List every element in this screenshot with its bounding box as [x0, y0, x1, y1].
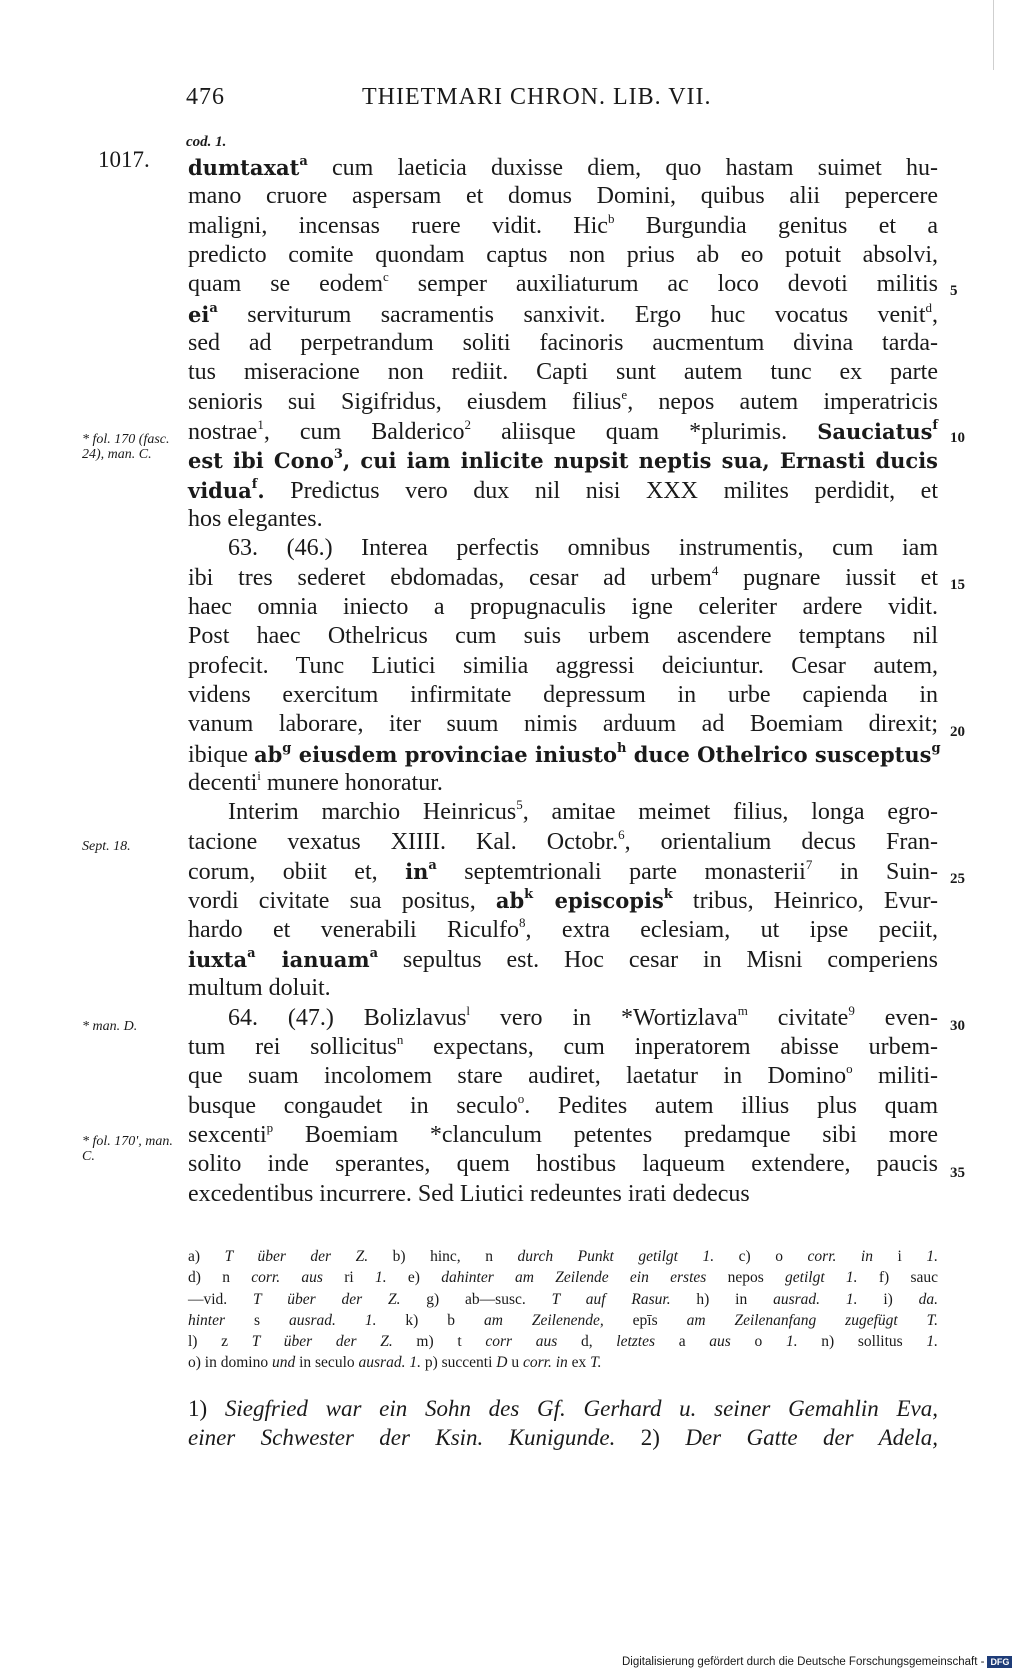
running-header [186, 84, 942, 114]
text-line: $ei^a$ serviturum sacramentis sanxivit. Ergo huc vocatus venit$^d$, [188, 299, 938, 328]
apparatus-line: a) T über der Z. b) hinc, n durch Punkt getilgt 1. c) o corr. in i 1. [188, 1248, 938, 1265]
line-number: 20 [950, 724, 965, 740]
text-line: quam se eodem$^c$ semper auxiliaturum ac loco devoti militis [188, 269, 938, 298]
text-line: multum doluit. [188, 975, 331, 1002]
text-line: corum, obiit et, $in^a$ septemtrionali parte monasterii$^7$ in Suin- [188, 856, 938, 885]
line-number: 15 [950, 577, 965, 593]
apparatus-line: l) z T über der Z. m) t corr aus d, letztes a aus o 1. n) sollitus 1. [188, 1333, 938, 1351]
margin-note: * man. D. [82, 1019, 138, 1034]
credit-text: Digitalisierung gefördert durch die Deutsche Forschungsgemeinschaft - [622, 1656, 985, 1668]
text-line: busque congaudet in seculo$^o$. Pedites autem illius plus quam [188, 1090, 938, 1119]
digitization-credit [622, 1656, 1012, 1668]
text-line: hos elegantes. [188, 506, 323, 532]
text-line: decenti$^i$ munere honoratur. [188, 767, 443, 796]
line-number: 30 [950, 1018, 965, 1034]
line-number: 5 [950, 283, 958, 299]
text-line: sed ad perpetrandum soliti facinoris aucmentum divina tarda- [188, 330, 938, 356]
text-line: vidua$^f$. Predictus vero dux nil nisi XXX milites perdidit, et [188, 476, 938, 504]
text-line: haec omnia iniecto a propugnaculis igne celeriter ardere vidit. [188, 594, 938, 620]
text-line: excedentibus incurrere. Sed Liutici redeuntes irati dedecus [188, 1180, 750, 1207]
line-number: 10 [950, 430, 965, 446]
text-line: solito inde sperantes, quem hostibus laqueum extendere, paucis [188, 1151, 938, 1178]
text-line: que suam incolomem stare audiret, laetatur in Domino$^o$ militi- [188, 1061, 939, 1090]
apparatus-line: d) n corr. aus ri 1. e) dahinter am Zeilende ein erstes nepos getilgt 1. f) sauc [188, 1269, 938, 1287]
text-line: tus miseracione non rediit. Capti sunt autem tunc ex parte [188, 359, 938, 386]
dfg-logo: DFG [987, 1656, 1012, 1668]
text-line: hardo et venerabili Riculfo$^8$, extra eclesiam, ut ipse peciit, [188, 914, 938, 943]
text-line: ibique $ab^g$ eiusdem provinciae iniusto$^h$ duce Othelrico susceptus$^g$ [188, 740, 941, 768]
text-line: ibi tres sederet ebdomadas, cesar ad urbem$^4$ pugnare iussit et [188, 562, 938, 591]
year-marker: 1017. [98, 147, 150, 172]
text-line: tacione vexatus XIIII. Kal. Octobr.$^6$, orientalium decus Fran- [188, 826, 938, 855]
text-line: dumtaxat$^a$ cum laeticia duxisse diem, quo hastam suimet hu- [188, 154, 938, 181]
text-line: tum rei sollicitus$^n$ expectans, cum inperatorem abisse urbem- [188, 1031, 938, 1060]
margin-note: * fol. 170 (fasc. 24), man. C. [82, 432, 170, 462]
text-line: predicto comite quondam captus non prius ab eo potuit absolvi, [188, 242, 938, 268]
footnotes [188, 1394, 938, 1452]
apparatus-line: hinter s ausrad. 1. k) b am Zeilenende, epīs am Zeilenanfang zugefügt T. [188, 1311, 938, 1329]
text-line: Interim marchio Heinricus$^5$, amitae meimet filius, longa egro- [228, 797, 938, 826]
footnote-line: einer Schwester der Ksin. Kunigunde. 2) Der Gatte der Adela, [188, 1425, 938, 1450]
apparatus-line: —vid. T über der Z. g) ab—susc. T auf Rasur. h) in ausrad. 1. i) da. [188, 1290, 938, 1308]
page-number: 476 [186, 84, 225, 110]
running-title: THIETMARI CHRON. LIB. VII. [362, 84, 712, 110]
scan-edge-line [993, 0, 994, 70]
text-line: vordi civitate sua positus, $ab^k$ episcopis$^k$ tribus, Heinrico, Evur- [188, 887, 939, 915]
footnote-line: 1) Siegfried war ein Sohn des Gf. Gerhard u. seiner Gemahlin Eva, [188, 1396, 938, 1421]
text-line: mano cruore aspersam et domus Domini, quibus alii pepercere [188, 183, 938, 210]
text-line: vanum laborare, iter suum nimis arduum ad Boemiam direxit; [188, 711, 938, 738]
text-line: 63. (46.) Interea perfectis omnibus instrumentis, cum iam [228, 535, 938, 562]
codex-label: cod. 1. [186, 134, 227, 150]
text-line: est ibi Cono$^3$, cui iam inlicite nupsit neptis sua, Ernasti ducis [188, 447, 938, 474]
critical-apparatus [188, 1246, 938, 1374]
text-line: senioris sui Sigifridus, eiusdem filius$^e$, nepos autem imperatricis [188, 386, 938, 415]
margin-note: * fol. 170', man. C. [82, 1134, 173, 1164]
apparatus-line: o) in domino und in seculo ausrad. 1. p) succenti D u corr. in ex T. [188, 1354, 602, 1372]
line-number: 35 [950, 1165, 965, 1181]
text-line: sexcenti$^p$ Boemiam *clanculum petentes predamque sibi more [188, 1119, 938, 1148]
line-number: 25 [950, 871, 965, 887]
text-line: 64. (47.) Bolizlavus$^l$ vero in *Wortizlava$^m$ civitate$^9$ even- [228, 1002, 939, 1031]
text-line: Post haec Othelricus cum suis urbem ascendere temptans nil [188, 623, 938, 650]
text-line: iuxta$^a$ ianuam$^a$ sepultus est. Hoc cesar in Misni comperiens [188, 945, 938, 973]
text-line: profecit. Tunc Liutici similia aggressi deiciuntur. Cesar autem, [188, 652, 938, 679]
margin-note: Sept. 18. [82, 839, 131, 854]
text-line: videns exercitum infirmitate depressum in urbe capienda in [188, 681, 938, 708]
text-line: maligni, incensas ruere vidit. Hic$^b$ Burgundia genitus et a [188, 210, 939, 239]
text-line: nostrae$^1$, cum Balderico$^2$ aliisque quam *plurimis. Sauciatus$^f$ [188, 417, 938, 445]
